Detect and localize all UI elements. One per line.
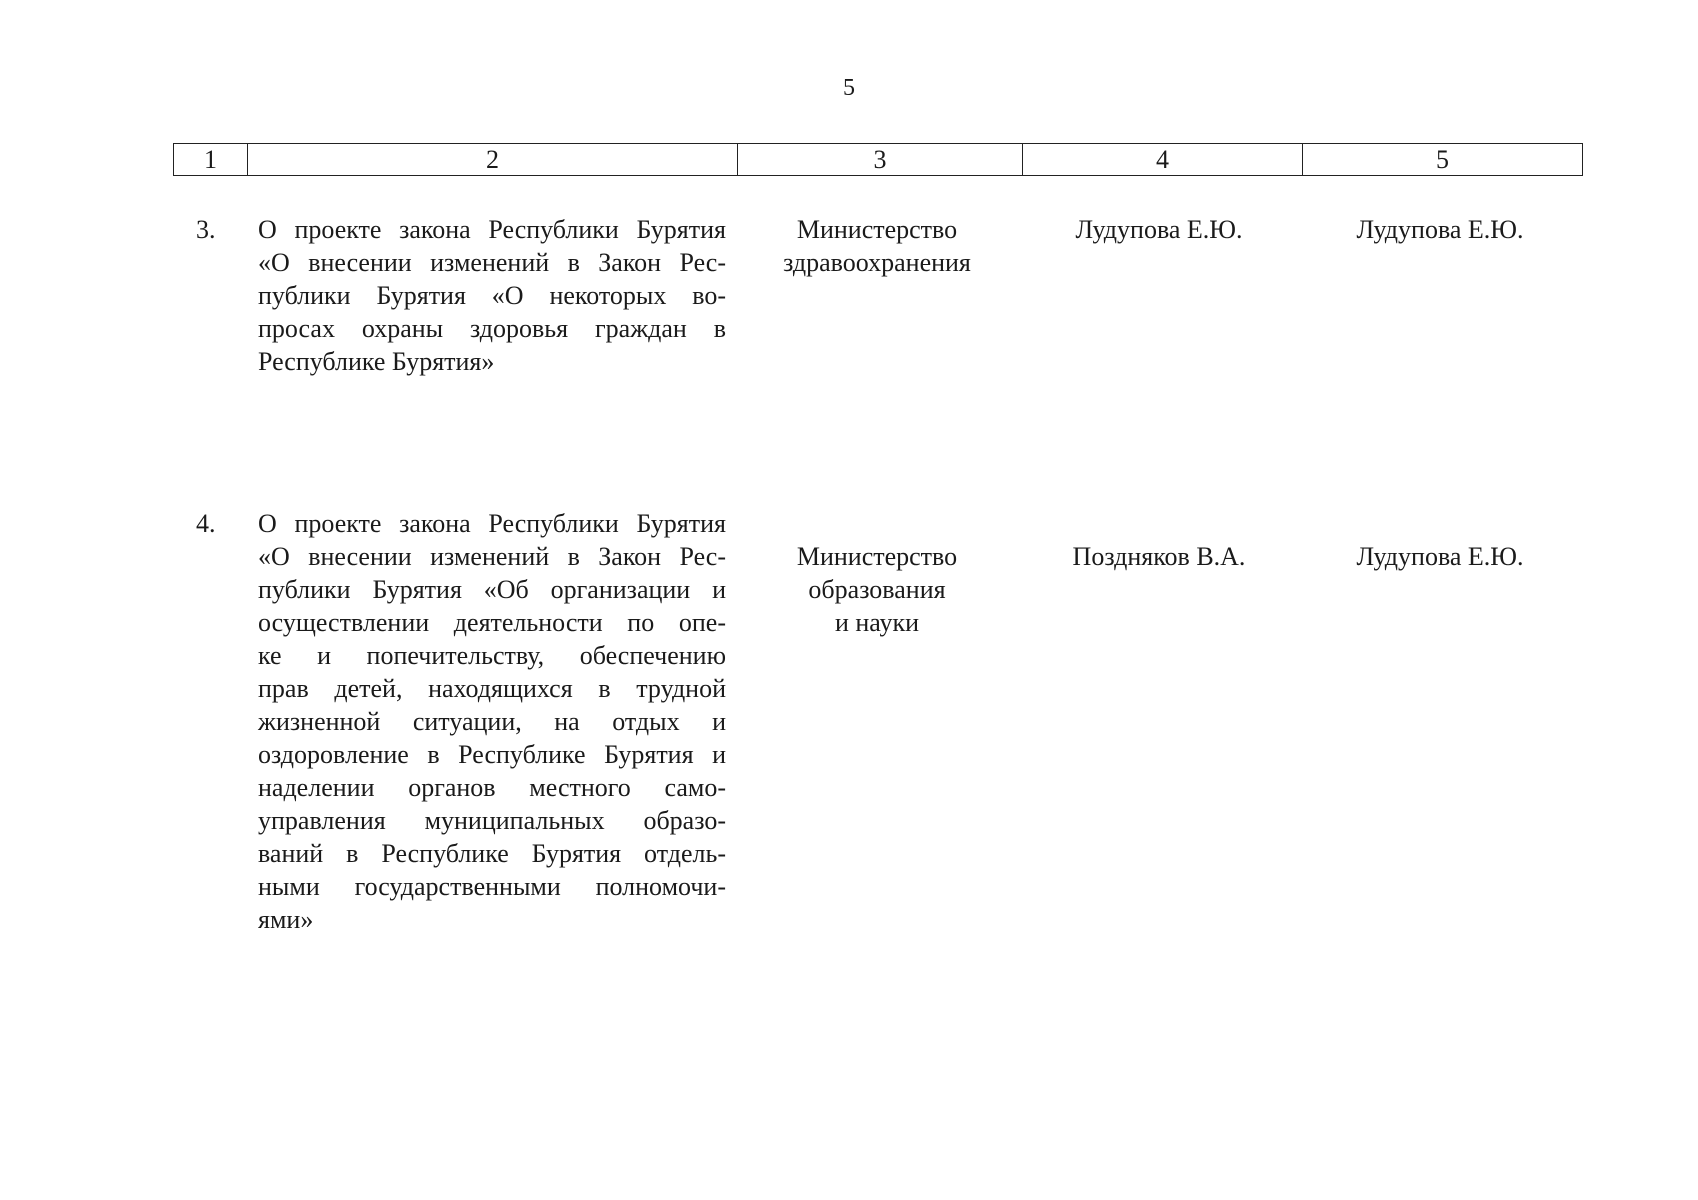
title-line: жизненной ситуации, на отдых и: [258, 707, 726, 736]
item-number: 3.: [196, 215, 216, 244]
header-col-1: 1: [174, 144, 248, 176]
header-col-2: 2: [248, 144, 738, 176]
speaker: [1300, 540, 1580, 573]
column-number-header: [173, 143, 1583, 176]
responsible-name: Поздняков В.А.: [1072, 542, 1246, 571]
department-line: Министерство: [796, 215, 958, 244]
item-number: 4.: [196, 509, 216, 538]
title-line: «О внесении изменений в Закон Рес-: [258, 248, 726, 277]
department-line: и науки: [834, 608, 920, 637]
department-line: здравоохранения: [783, 248, 971, 277]
title-line: наделении органов местного само-: [258, 773, 726, 802]
title-line: ваний в Республике Бурятия отдель-: [258, 839, 726, 868]
title-line: прав детей, находящихся в трудной: [258, 674, 726, 703]
responsible-person: [1020, 540, 1298, 573]
responsible-name: Лудупова Е.Ю.: [1075, 215, 1243, 244]
responsible-department: [738, 540, 1016, 639]
title-line: просах охраны здоровья граждан в: [258, 314, 726, 343]
responsible-person: [1020, 213, 1298, 246]
speaker-name: Лудупова Е.Ю.: [1356, 542, 1524, 571]
title-line: О проекте закона Республики Бурятия: [258, 509, 726, 538]
title-line: ями»: [258, 905, 314, 934]
title-line: оздоровление в Республике Бурятия и: [258, 740, 726, 769]
department-line: образования: [808, 575, 946, 604]
title-line: публики Бурятия «О некоторых во-: [258, 281, 726, 310]
speaker-name: Лудупова Е.Ю.: [1356, 215, 1524, 244]
title-line: «О внесении изменений в Закон Рес-: [258, 542, 726, 571]
item-title: [258, 507, 726, 936]
page-number: 5: [843, 75, 855, 101]
title-line: осуществлении деятельности по опе-: [258, 608, 726, 637]
title-line: управления муниципальных образо-: [258, 806, 726, 835]
department-line: Министерство: [796, 542, 958, 571]
header-col-5: 5: [1303, 144, 1583, 176]
title-line: ными государственными полномочи-: [258, 872, 726, 901]
title-line: ке и попечительству, обеспечению: [258, 641, 726, 670]
header-col-4: 4: [1023, 144, 1303, 176]
title-line: О проекте закона Республики Бурятия: [258, 215, 726, 244]
header-col-3: 3: [738, 144, 1023, 176]
title-line: публики Бурятия «Об организации и: [258, 575, 726, 604]
speaker: [1300, 213, 1580, 246]
responsible-department: [738, 213, 1016, 279]
title-line: Республике Бурятия»: [258, 347, 495, 376]
item-title: [258, 213, 726, 378]
